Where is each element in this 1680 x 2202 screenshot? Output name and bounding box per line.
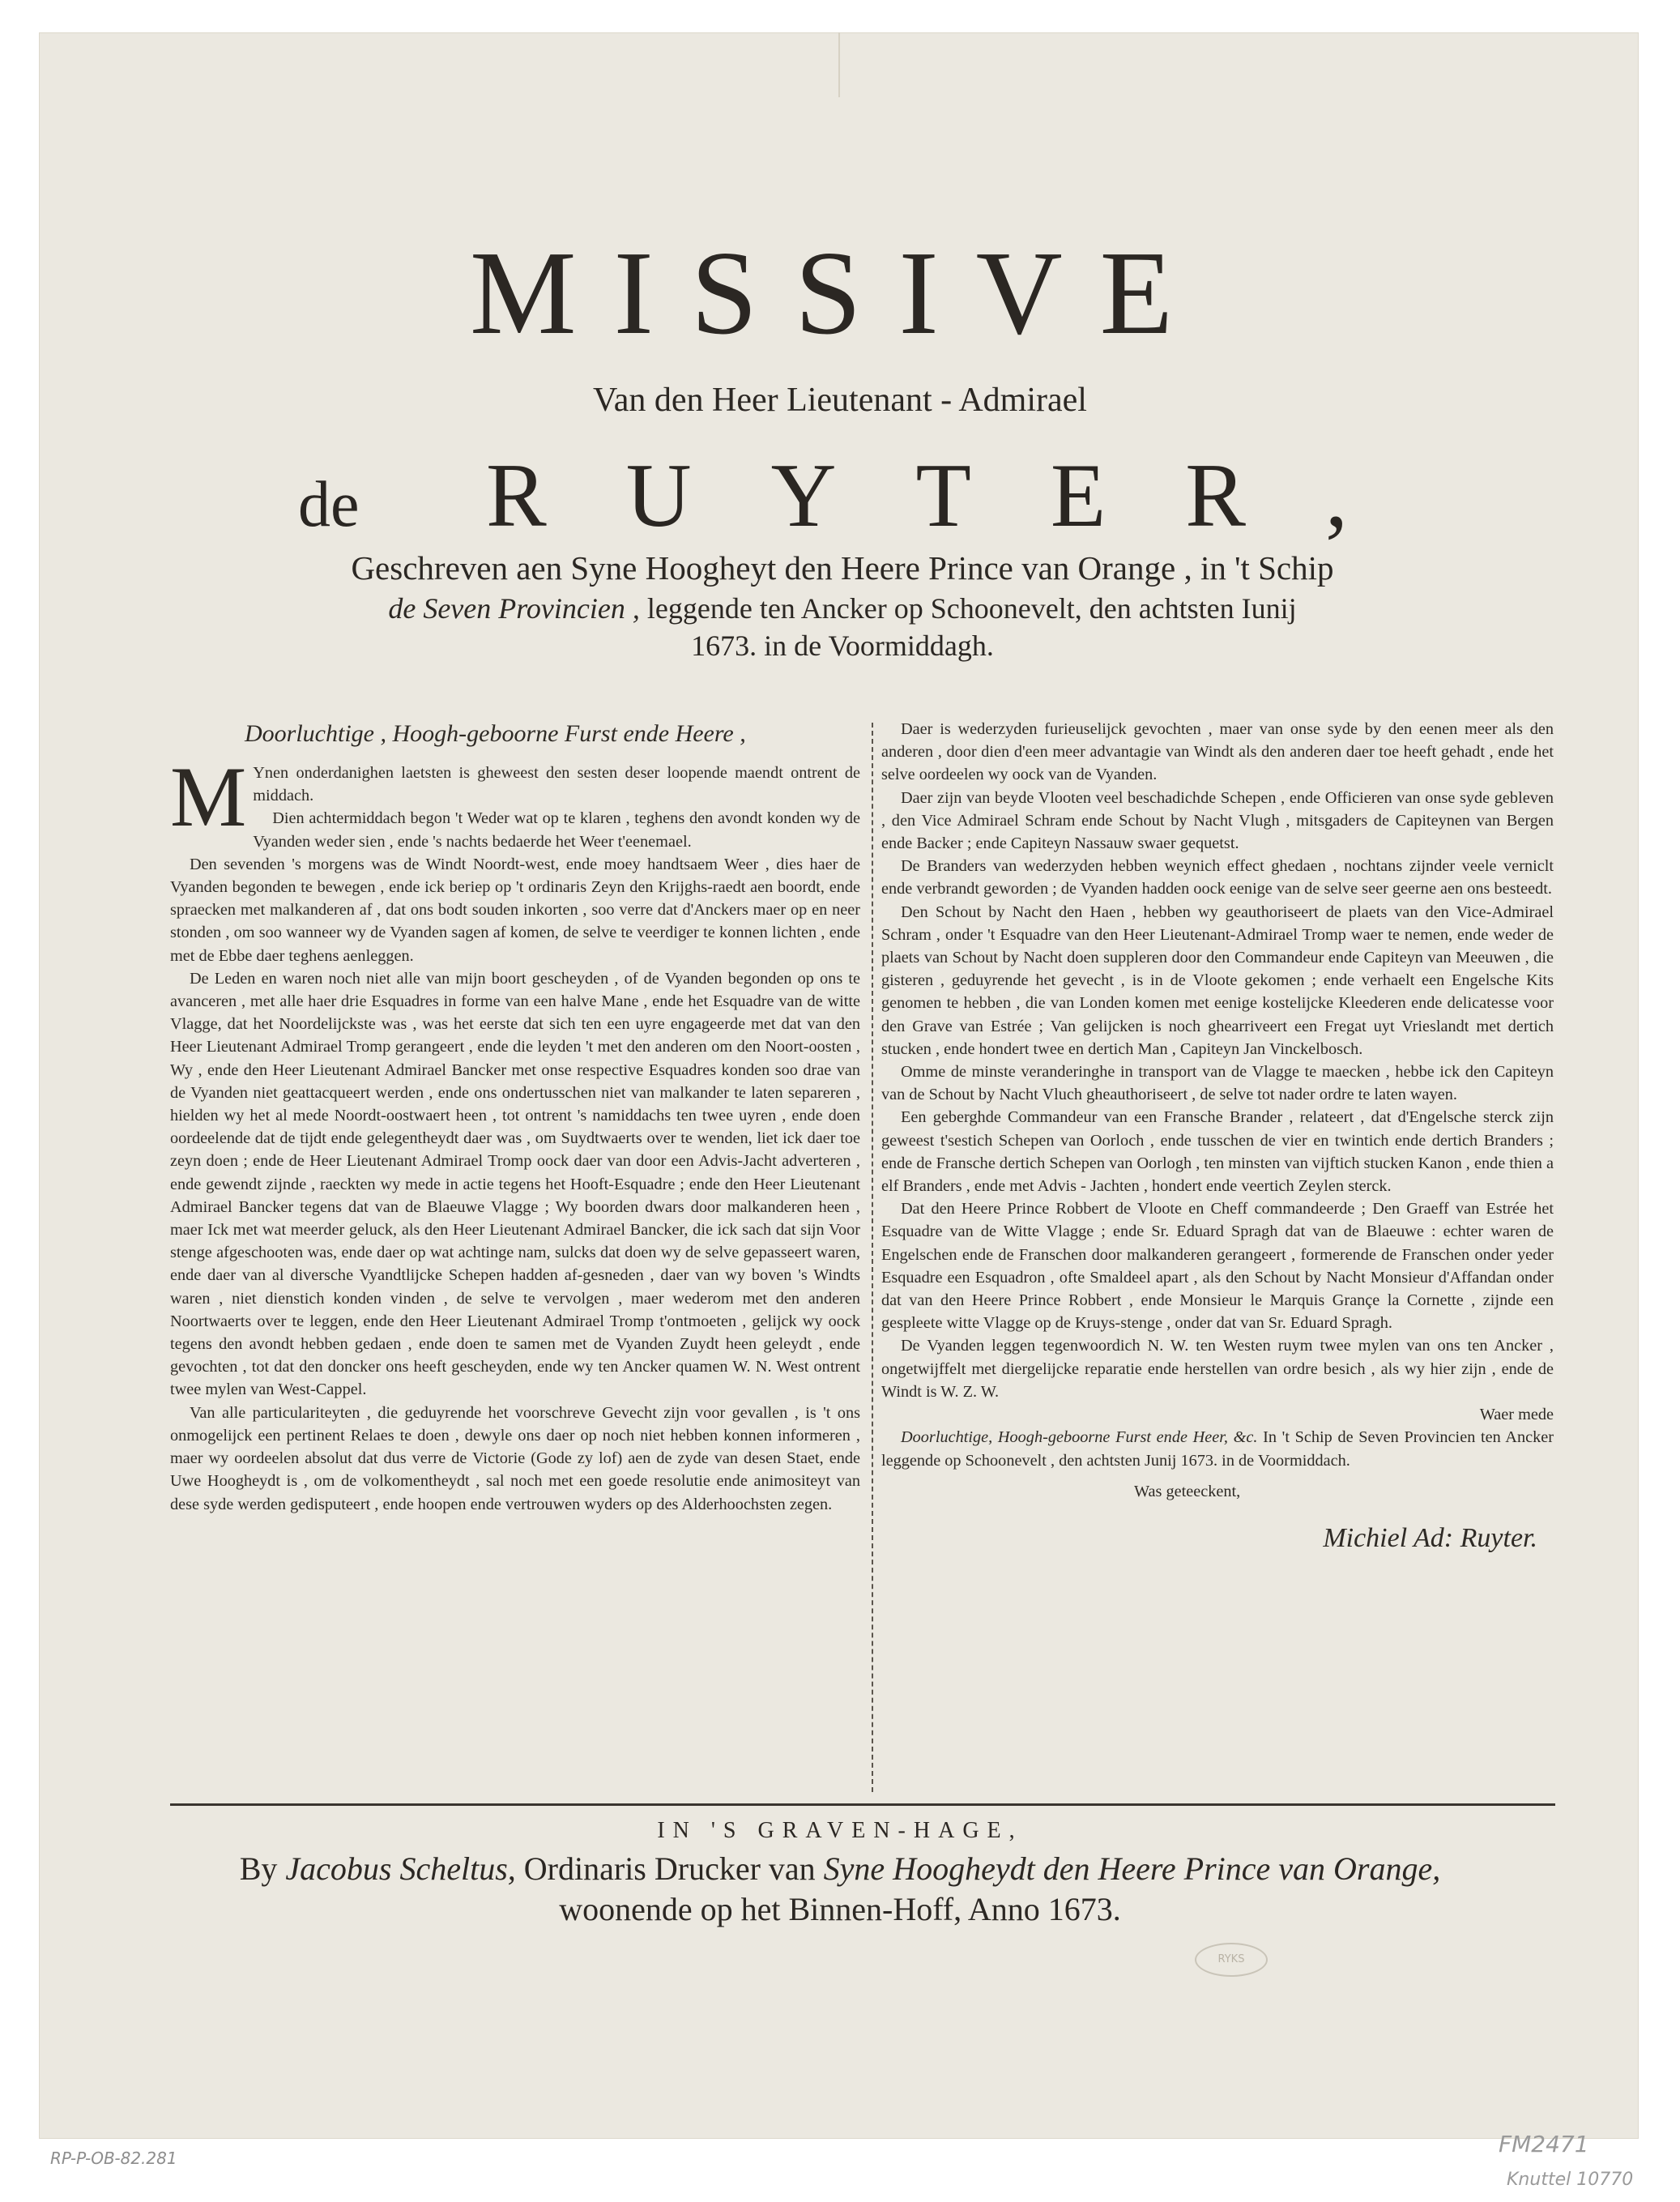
heading-line-2-rest: leggende ten Ancker op Schoonevelt, den achtsten Iunij [639, 592, 1297, 625]
paragraph: Omme de minste veranderinghe in transport van de Vlagge te maecken , hebbe ick den Capiteyn van de Schout by Nacht Vluch gheauthoriseert , de selve tot nader ordre te laten wayen. [881, 1063, 1554, 1104]
imprint-printer-line [0, 1849, 1680, 1889]
paragraph: De Vyanden leggen tegenwoordich N. W. ten Westen ruym twee mylen van ons ten Ancker , ongetwijffelt met diergelijcke reparatie ende herstellen van ordre besich , als wy hier zijn , ende de Windt is W. Z. W. [881, 1337, 1554, 1401]
paragraph: Van alle particulariteyten , die geduyrende het voorschreve Gevecht zijn voor gevallen , is 't ons onmogelijck een pertinent Relaes te doen , dewyle ons daer op noch niet hebben konnen informeren , maer wy oordeelen absolut dat dus verre de Victorie (Gode zy lof) aen de zyde van desen Staet, ende Uwe Hoogheydt is , om de volkomentheydt , sal noch met een goede resolutie ende animositeyt van dese syde werden gedisputeert , ende hoopen ende vertrouwen wyders op des Alderhoochsten zegen. [170, 1403, 860, 1513]
salutation: Doorluchtige , Hoogh-geboorne Furst ende Heere , [245, 720, 746, 747]
imprint-patron: Syne Hoogheydt den Heere Prince van Orange, [823, 1850, 1441, 1887]
inventory-number: RP-P-OB-82.281 [50, 2149, 177, 2168]
paragraph: Daer zijn van beyde Vlooten veel beschadichde Schepen , ende Officieren van onse syde gebleven , den Vice Admirael Schram ende Schout by Nacht Vlugh , mitsgaders de Capiteynen van Bergen ende Backer ; ende Capiteyn Nassauw swaer gequetst. [881, 788, 1554, 853]
admiral-name: RUYTER, [486, 446, 1427, 546]
closing-salutation: Doorluchtige, Hoogh-geboorne Furst ende Heer, &c. [901, 1428, 1258, 1447]
heading-line-2 [203, 590, 1482, 627]
paragraph-text: Ynen onderdanighen laetsten is gheweest den sesten deser loopende maendt ontrent de middach. [253, 764, 860, 805]
ship-name: de Seven Provincien , [388, 592, 640, 625]
drop-cap: M [170, 749, 247, 844]
document-subtitle: Van den Heer Lieutenant - Admirael [593, 382, 1087, 419]
paragraph: Den Schout by Nacht den Haen , hebben wy geauthoriseert de plaets van den Vice-Admirael Schram , onder 't Esquadre van den Heer Lieutenant-Admirael Tromp waer te nemen, ende weder de plaets van Schout by Nacht doen suppleren door den Commandeur ende Capiteyn van Meeuwen , die gisteren , geduyrende het gevecht , is in de Vloote gekomen ; ende verhaelt een Engelsche Kits genomen te hebben , die van Londen komen met eenige kostelijcke Kleederen ende delicatesse voor den Grave van Estrée ; Van gelijcken is noch ghearriveert een Fregat uyt Vrieslandt met dertich stucken , ende hondert twee en dertich Man , Capiteyn Jan Vinckelbosch. [881, 903, 1554, 1058]
heading-line-3: 1673. in de Voormiddagh. [691, 629, 994, 662]
paragraph: Daer is wederzyden furieuselijck gevochten , maer van onse syde by den eenen meer als den anderen , door dien d'een meer advantagie van Windt als den anderen daer toe heeft gehadt , ende het selve oordeelen wy oock van de Vyanden. [881, 720, 1554, 784]
paragraph: De Branders van wederzyden hebben weynich effect ghedaen , nochtans zijnder veele verniclt ende verbrandt geworden ; de Vyanden hadden oock eenige van de selve seer geerne aen ons besteedt. [881, 857, 1554, 898]
bottom-rule [170, 1803, 1555, 1806]
document-heading [203, 546, 1482, 664]
paragraph: Dien achtermiddach begon 't Weder wat op te klaren , teghens den avondt konden wy de Vyanden weder sien , ende 's nachts bedaerde het Weer t'eenemael. [253, 809, 860, 851]
waer-mede: Waer mede [1479, 1406, 1554, 1424]
paragraph: Den sevenden 's morgens was de Windt Noordt-west, ende moey handtsaem Weer , dies haer de Vyanden begonden te bewegen , ende ick beriep op 't ordinaris Zeyn den Krijghs-raedt aen boordt, ende spraecken met malkanderen af , dat ons bodt souden inkorten , soo verre dat d'Anckers maer op en neer stonden , om soo wanneer wy de Vyanden sagen af komen, de selve te veerdiger te konnen lichten , ende met de Ebbe daer teghens aenleggen. [170, 855, 860, 965]
paragraph: Dat den Heere Prince Robbert de Vloote en Cheff commandeerde ; Den Graeff van Estrée het Esquadre van de Witte Vlagge ; ende Sr. Eduard Spragh dat van de Blaeuwe : echter waren de Engelschen ende de Franschen door malkanderen gerangeert , formerende de Franschen onder yeder Esquadre een Esquadron , ofte Smaldeel apart , als den Schout by Nacht Monsieur d'Affandan onder dat van den Heere Prince Robbert , ende Monsieur le Marquis Grançe la Cornette , zijnde een gespleete witte Vlagge op de Kruys-stenge , onder dat van Sr. Eduard Spragh. [881, 1200, 1554, 1333]
document-title: MISSIVE [469, 227, 1211, 360]
name-prefix: de [298, 469, 360, 540]
left-column [170, 718, 860, 1516]
signed-label: Was geteeckent, [1134, 1482, 1241, 1500]
collection-stamp: RYKS [1195, 1943, 1268, 1977]
printer-name: Jacobus Scheltus, [285, 1850, 516, 1887]
paragraph: Een geberghde Commandeur van een Fransche Brander , relateert , dat d'Engelsche sterck zijn geweest t'sestich Schepen van Oorloch , ende tusschen de vier en twintich ende dertich Branders ; ende de Fransche dertich Schepen van Oorlogh , ten minsten van vijftich stucken Kanon , ende thien a elf Branders , ende met Advis - Jachten , hondert ende veertich Zeylen sterck. [881, 1108, 1554, 1196]
signature: Michiel Ad: Ruyter. [1323, 1522, 1537, 1553]
paragraph: De Leden en waren noch niet alle van mijn boort gescheyden , of de Vyanden begonden op ons te avanceren , met alle haer drie Esquadres in forme van een halve Mane , ende het Esquadre van de witte Vlagge, dat het Noordelijckste was , was het eerste dat sich ten een uyre engageerde met dat van den Heer Lieutenant Admirael Tromp gerangeert , ende die leyden 't met den anderen om den Noort-oosten , Wy , ende den Heer Lieutenant Admirael Bancker met onse respective Esquadres konden soo drae van de Vyanden niet geattacqueert werden , ende ons ondertusschen niet van malkander te laten separeren , hielden wy het al mede Noordt-oostwaert heen , tot ontrent 's namiddachs ten twee uyren , ende doen oordeelende dat de tijdt ende gelegentheydt daer was , om Suydtwaerts over te wenden, liet ick daer toe zeyn doen ; ende de Heer Lieutenant Admirael Tromp oock daer van door een Advis-Jacht adverteren , ende gewendt zijnde , raeckten wy mede in actie tegens het Hooft-Esquadre ; ende den Heer Lieutenant Admirael Bancker tegens dat van de Blaeuwe Vlagge ; Wy boorden dwars door malkanderen heen , maer Ick met wat meerder geluck, als den Heer Lieutenant Admirael Bancker, die ick sach dat sijn Voor stenge afgeschooten was, ende daer op wat achtinge nam, sulcks dat doen wy de selve gepasseert waren, ende daer van al diversche Vyandtlijcke Schepen hadden af-gesneden , daer van wy boven 's Windts waren , niet dienstich konden vinden , de selve te vervolgen , maer wederom met den anderen Noortwaerts over te leggen, ende den Heer Lieutenant Admirael Tromp t'ontmoeten , gelijck wy oock tegens den avondt hebben gedaen , ende doen te samen met de Vyanden Zuydt heen geleydt , ende gevochten , tot dat den doncker ons heeft gescheyden, ende wy ten Ancker quamen W. N. West ontrent twee mylen van West-Cappel. [170, 969, 860, 1399]
name-line [0, 444, 1680, 546]
right-column [881, 718, 1554, 1556]
column-divider [872, 723, 873, 1792]
imprint-place: IN 'S GRAVEN-HAGE, [657, 1818, 1023, 1843]
imprint-by: By [239, 1850, 286, 1887]
printer-imprint [0, 1813, 1680, 1930]
heading-line-1: Geschreven aen Syne Hoogheyt den Heere Prince van Orange , in 't Schip [351, 549, 1334, 587]
closing-paragraph [881, 1426, 1554, 1471]
inventory-note-knuttel: Knuttel 10770 [1507, 2170, 1634, 2190]
paper-fold [838, 32, 840, 97]
inventory-note: FM2471 [1499, 2131, 1589, 2157]
closing-text: In 't Schip de Seven Provincien ten Ancker leggende op Schoonevelt , den achtsten Junij 1673. in de Voormiddach. [881, 1428, 1554, 1470]
imprint-role: Ordinaris Drucker van [515, 1850, 824, 1887]
imprint-address: woonende op het Binnen-Hoff, Anno 1673. [559, 1891, 1121, 1927]
